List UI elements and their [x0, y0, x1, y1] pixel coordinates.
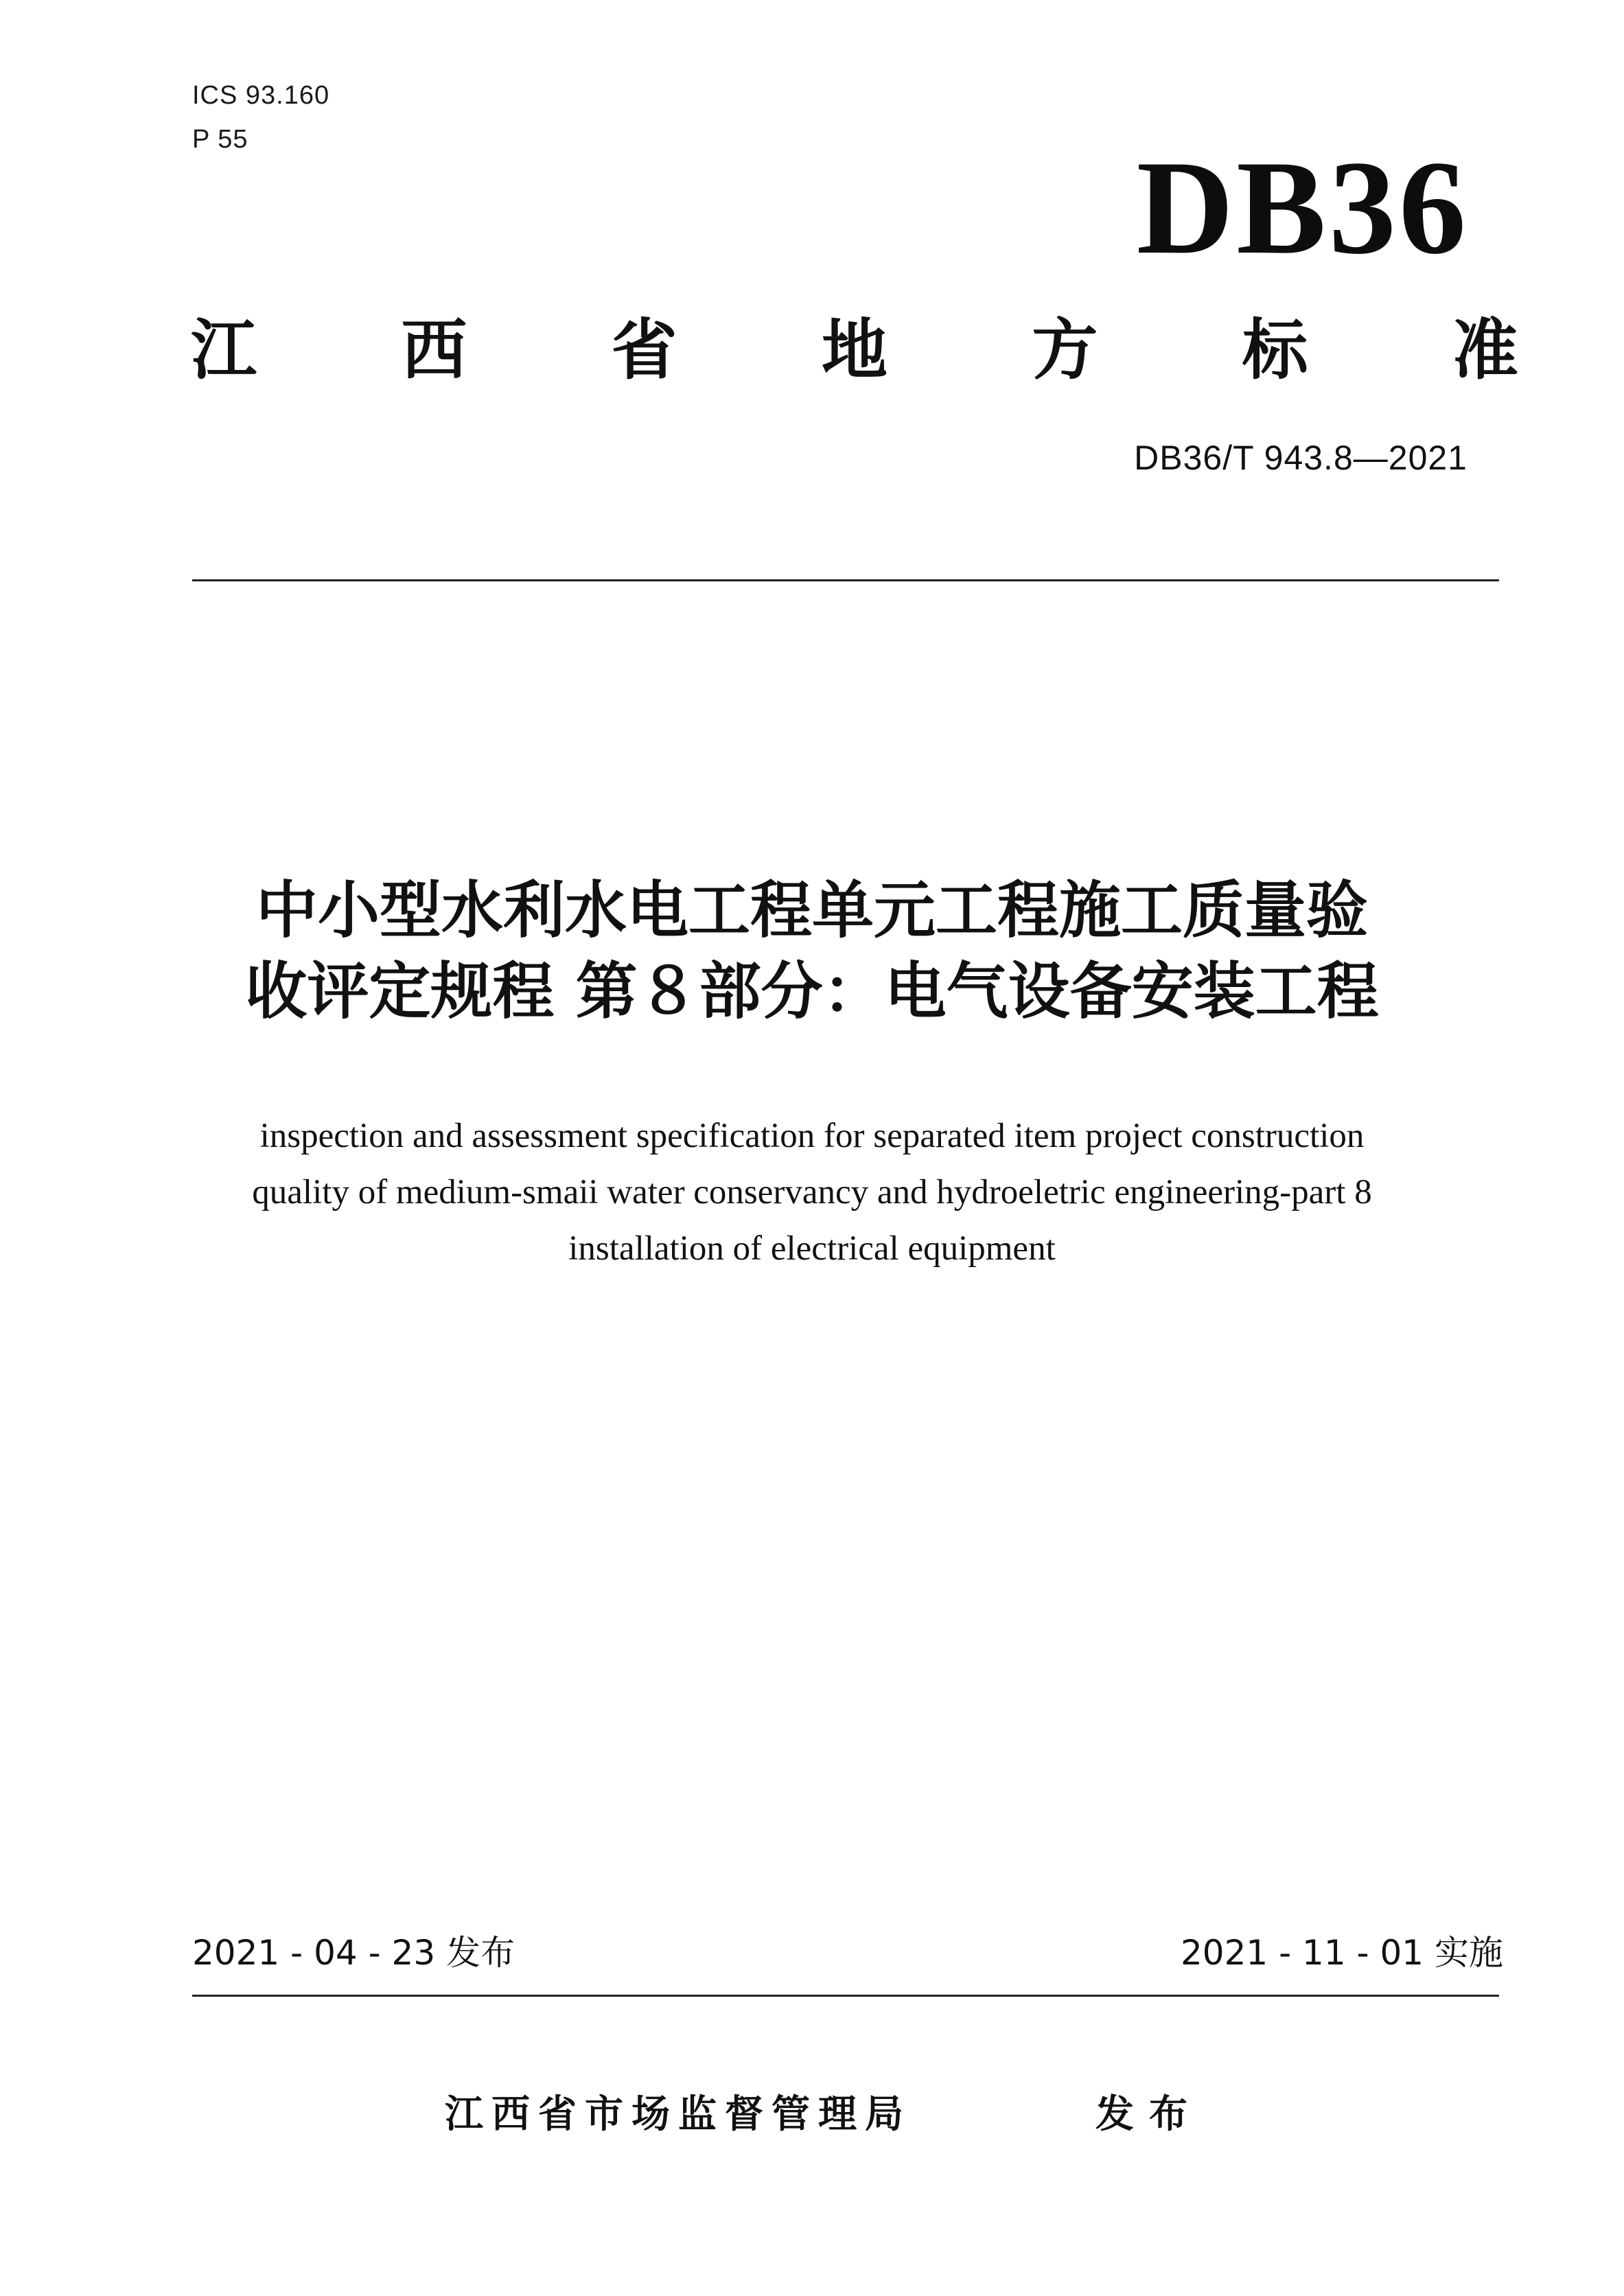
chinese-title — [0, 870, 1624, 1032]
publisher-name: 江西省市场监督管理局 — [445, 2092, 912, 2137]
standard-type-char: 地 — [821, 312, 888, 389]
bottom-divider — [192, 1995, 1499, 1997]
english-title-line: installation of electrical equipment — [568, 1229, 1056, 1268]
ics-code: ICS 93.160 — [192, 81, 330, 110]
standard-code-logo: DB36 — [1136, 133, 1469, 282]
ccs-code: P 55 — [192, 125, 248, 154]
chinese-title-line: 中小型水利水电工程单元工程施工质量验 — [256, 874, 1368, 947]
chinese-title-line: 收评定规程 第８部分：电气设备安装工程 — [245, 955, 1379, 1028]
standard-type-char: 江 — [191, 312, 257, 389]
publish-label: 发布 — [1095, 2092, 1203, 2137]
implementation-date: 2021 - 11 - 01 实施 — [1180, 1933, 1503, 1973]
standard-type-char: 方 — [1032, 312, 1098, 389]
issue-date: 2021 - 04 - 23 发布 — [192, 1933, 515, 1973]
standard-type-char: 准 — [1452, 312, 1518, 389]
standard-type-heading — [191, 312, 1518, 389]
english-title-line: inspection and assessment specification for separated item project construction — [259, 1117, 1365, 1155]
standard-type-char: 西 — [401, 312, 467, 389]
standard-type-char: 标 — [1242, 312, 1308, 389]
standard-number: DB36/T 943.8—2021 — [1134, 439, 1468, 477]
english-title — [0, 1108, 1624, 1277]
standard-type-char: 省 — [611, 312, 677, 389]
top-divider — [192, 579, 1499, 581]
english-title-line: quality of medium-smaii water conservancy and hydroeletric engineering-part 8 — [252, 1173, 1372, 1211]
